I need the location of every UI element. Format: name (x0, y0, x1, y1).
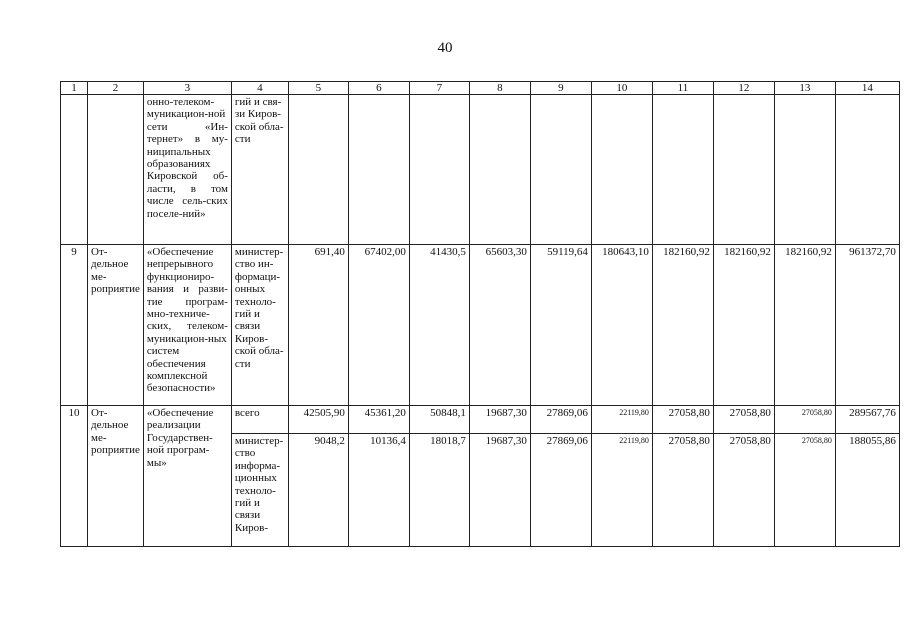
value-cell: 19687,30 (469, 434, 530, 547)
column-header: 9 (530, 82, 591, 95)
executor-cell: гий и свя-зи Киров-ской обла-сти (231, 95, 288, 245)
value-cell: 182160,92 (713, 245, 774, 406)
column-header: 11 (652, 82, 713, 95)
column-header: 10 (591, 82, 652, 95)
value-cell (774, 95, 835, 245)
value-cell (348, 95, 409, 245)
value-cell: 67402,00 (348, 245, 409, 406)
value-cell (530, 95, 591, 245)
event-type-cell: От-дельное ме-роприятие (88, 406, 144, 547)
value-cell: 27869,06 (530, 406, 591, 434)
value-cell: 691,40 (288, 245, 348, 406)
value-cell (288, 95, 348, 245)
value-cell: 289567,76 (835, 406, 899, 434)
column-number-row (61, 82, 900, 95)
value-cell: 18018,7 (409, 434, 469, 547)
column-header: 2 (88, 82, 144, 95)
column-header: 1 (61, 82, 88, 95)
value-cell (652, 95, 713, 245)
value-cell: 59119,64 (530, 245, 591, 406)
value-cell: 182160,92 (774, 245, 835, 406)
table-row (61, 95, 900, 245)
value-cell: 27058,80 (652, 406, 713, 434)
column-header: 6 (348, 82, 409, 95)
value-cell (713, 95, 774, 245)
value-cell (835, 95, 899, 245)
value-cell (469, 95, 530, 245)
row-number-cell (61, 95, 88, 245)
value-cell: 27869,06 (530, 434, 591, 547)
column-header: 12 (713, 82, 774, 95)
column-header: 4 (231, 82, 288, 95)
value-cell: 65603,30 (469, 245, 530, 406)
value-cell: 182160,92 (652, 245, 713, 406)
event-name-cell: «Обеспечение непрерывного функциониро-вания и разви-тие програм-мно-техниче-ских, телеком-муникацион-ных систем обеспечения комплексной безопасности» (143, 245, 231, 406)
value-cell: 188055,86 (835, 434, 899, 547)
column-header: 3 (143, 82, 231, 95)
budget-table (60, 81, 900, 547)
value-cell: 22119,80 (591, 406, 652, 434)
page-number: 40 (437, 40, 453, 56)
value-cell: 961372,70 (835, 245, 899, 406)
table-row (61, 406, 900, 434)
column-header: 13 (774, 82, 835, 95)
column-header: 8 (469, 82, 530, 95)
executor-cell: министер-ство информа-ционных техноло-гий и связи Киров- (231, 434, 288, 547)
value-cell (409, 95, 469, 245)
value-cell: 10136,4 (348, 434, 409, 547)
value-cell: 9048,2 (288, 434, 348, 547)
value-cell (591, 95, 652, 245)
table-row (61, 245, 900, 406)
column-header: 5 (288, 82, 348, 95)
event-type-cell: От-дельное ме-роприятие (88, 245, 144, 406)
column-header: 14 (835, 82, 899, 95)
value-cell: 22119,80 (591, 434, 652, 547)
event-name-cell: онно-телеком-муникацион-ной сети «Ин-тернет» в му-ниципальных образованиях Кировской об-ласти, в том числе сель-ских поселе-ний» (143, 95, 231, 245)
value-cell: 27058,80 (652, 434, 713, 547)
executor-cell: всего (231, 406, 288, 434)
row-number-cell: 9 (61, 245, 88, 406)
event-type-cell (88, 95, 144, 245)
value-cell: 19687,30 (469, 406, 530, 434)
value-cell: 180643,10 (591, 245, 652, 406)
value-cell: 41430,5 (409, 245, 469, 406)
column-header: 7 (409, 82, 469, 95)
value-cell: 50848,1 (409, 406, 469, 434)
executor-cell: министер-ство ин-формаци-онных техноло-гий и связи Киров-ской обла-сти (231, 245, 288, 406)
row-number-cell: 10 (61, 406, 88, 547)
value-cell: 27058,80 (713, 406, 774, 434)
value-cell: 45361,20 (348, 406, 409, 434)
value-cell: 42505,90 (288, 406, 348, 434)
event-name-cell: «Обеспечение реализации Государствен-ной програм-мы» (143, 406, 231, 547)
value-cell: 27058,80 (713, 434, 774, 547)
value-cell: 27058,80 (774, 434, 835, 547)
value-cell: 27058,80 (774, 406, 835, 434)
